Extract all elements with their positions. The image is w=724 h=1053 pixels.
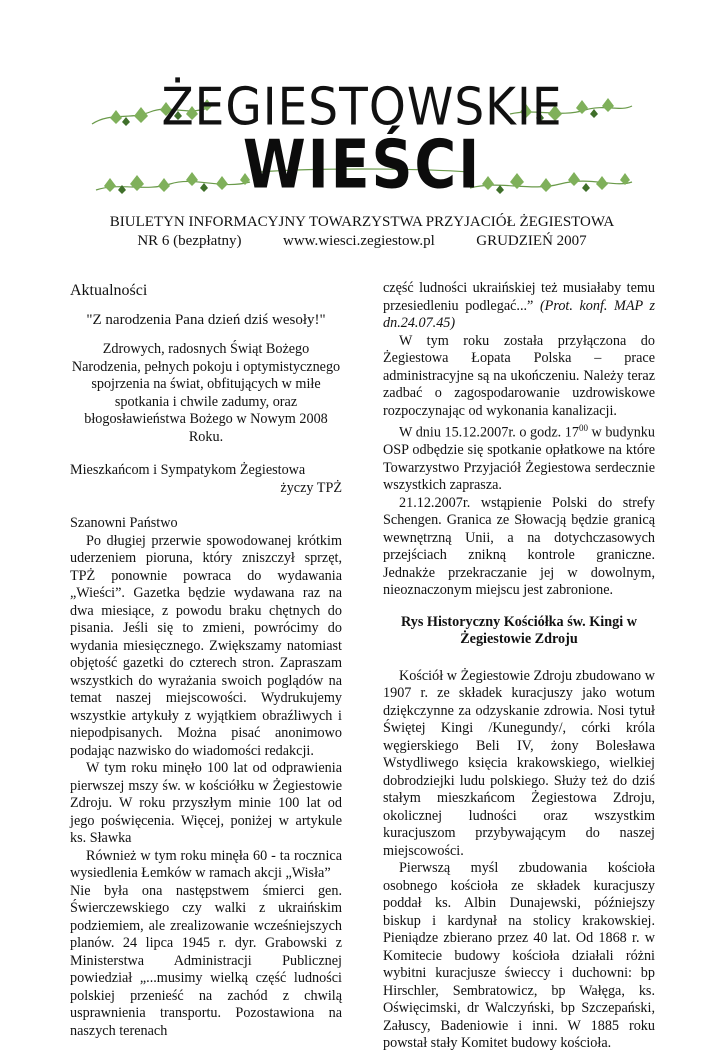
right-column	[383, 280, 655, 1053]
paragraph	[383, 280, 655, 333]
newsletter-subtitle: BIULETYN INFORMACYJNY TOWARZYSTWA PRZYJACIÓŁ ŻEGIESTOWA	[109, 214, 615, 230]
paragraph: Nie była ona następstwem śmierci gen. Świerczewskiego czy walki z ukraińskim podziemiem, ale zrealizowanie wcześniejszych planów. 24 lipca 1945 r. dyr. Grabowski z Ministerstwa Administracji Publicznej powiedział „...musimy wielką część ludności polskiej przenieść na zachód z chwilą usprawnienia transportu. Pozostawiona na naszych terenach	[70, 882, 342, 1039]
christmas-wishes: Zdrowych, radosnych Świąt Bożego Narodzenia, pełnych pokoju i optymistycznego spojrzenia na świat, obfitujących w miłe spotkania i chwile zadumy, oraz błogosławieństwa Bożego w Nowym 2008 Roku.	[71, 341, 341, 445]
masthead	[90, 72, 634, 204]
masthead-title-bottom: WIEŚCI	[242, 125, 482, 204]
christmas-quote: "Z narodzenia Pana dzień dziś wesoły!"	[86, 311, 326, 328]
issue-number: NR 6 (bezpłatny)	[137, 233, 242, 249]
issue-date: GRUDZIEŃ 2007	[476, 233, 587, 249]
wishes-signature: życzy TPŻ	[280, 479, 342, 496]
paragraph: 21.12.2007r. wstąpienie Polski do strefy Schengen. Granica ze Słowacją będzie granicą wewnętrzną Unii, a na dotychczasowych przejściach znikną kontrole graniczne. Jednakże przekraczanie jej w dowolnym, nieoznaczonym miejscu jest zabronione.	[383, 494, 655, 599]
paragraph: Po długiej przerwie spowodowanej krótkim uderzeniem pioruna, który zniszczył sprzęt, TPŻ ponownie powraca do wydawania „Wieści”. Gazetka będzie wydawana raz na dwa miesiące, z powodu braku chętnych do pisania. Jeśli się to zmieni, powrócimy do wydania miesięcznego. Zwiększamy natomiast objętość gazetki do czterech stron. Zapraszam wszystkich do wyrażania swoich poglądów na temat naszej miejscowości. Wydrukujemy wszystkie artykuły z wyjątkiem obraźliwych i niepodpisanych. Można pisać anonimowo podając nazwisko do wiadomości redakcji.	[70, 532, 342, 759]
paragraph: W tym roku minęło 100 lat od odprawienia pierwszej mszy św. w kościółku w Żegiestowie Zdroju. W roku przyszłym minie 100 lat od jego poświęcenia. Więcej, poniżej w artykule ks. Sławka	[70, 760, 342, 846]
paragraph: W tym roku została przyłączona do Żegiestowa Łopata Polska – prace administracyjne są na ukończeniu. Należy teraz zadbać o zagospodarowanie uzdrowiskowe rozpoczynając od wykonania kanalizacji.	[383, 332, 655, 419]
time-superscript: 00	[578, 423, 588, 433]
left-column	[70, 280, 342, 1040]
paragraph: Pierwszą myśl zbudowania kościoła osobnego kościoła ze składek kuracjuszy poddał ks. Albin Dunajewski, późniejszy biskup i kardynał na stolicy krakowskiej. Pieniądze zbierano przez 40 lat. Od 1868 r. w Komitecie budowy kościoła działali różni wybitni kuracjusze świeccy i duchowni: bp Hirschler, Sembratowicz, bp Wałęga, ks. Oświęcimski, dr Walczyński, bp Szczepański, Załuscy, Badeniowie i inni. W 1885 roku powstał stały Komitet budowy kościoła.	[383, 860, 655, 1052]
wishes-addressee: Mieszkańcom i Sympatykom Żegiestowa	[70, 462, 306, 478]
paragraph: Również w tym roku minęła 60 - ta rocznica wysiedlenia Łemków w ramach akcji „Wisła”	[70, 847, 342, 881]
paragraph-text: część ludności ukraińskiej też musiałaby temu przesiedleniu podlegać...”	[383, 280, 655, 314]
paragraph-text: w budynku OSP odbędzie się spotkanie opłatkowe na które Towarzystwo Przyjaciół Żegiestowa serdecznie wszystkich zaprasza.	[383, 424, 655, 494]
paragraph: Kościół w Żegiestowie Zdroju zbudowano w 1907 r. ze składek kuracjuszy jako wotum dziękczynne za odzyskanie zdrowia. Nosi tytuł Świętej Kingi /Kunegundy/, córki króla węgierskiego Beli IV, żony Bolesława Wstydliwego księcia krakowskiego, wielkiej dobrodziejki ludu polskiego. Służy też do dziś stałym mieszkańcom Żegiestowa Zdroju, okolicznej ludności oraz wszystkim kuracjuszom przybywającym do naszej miejscowości.	[383, 667, 655, 859]
website-link[interactable]: www.wiesci.zegiestow.pl	[282, 233, 435, 249]
greeting: Szanowni Państwo	[70, 515, 178, 531]
paragraph-text: W dniu 15.12.2007r. o godz. 17	[399, 424, 579, 441]
section-heading: Aktualności	[70, 282, 148, 299]
article-title: Rys Historyczny Kościółka św. Kingi w Żegiestowie Zdroju	[401, 613, 637, 647]
issue-line	[90, 232, 634, 250]
citation: (Prot. konf. MAP z dn.24.07.45)	[383, 297, 656, 331]
masthead-title-top: ŻEGIESTOWSKIE	[161, 77, 563, 138]
paragraph	[383, 420, 655, 495]
